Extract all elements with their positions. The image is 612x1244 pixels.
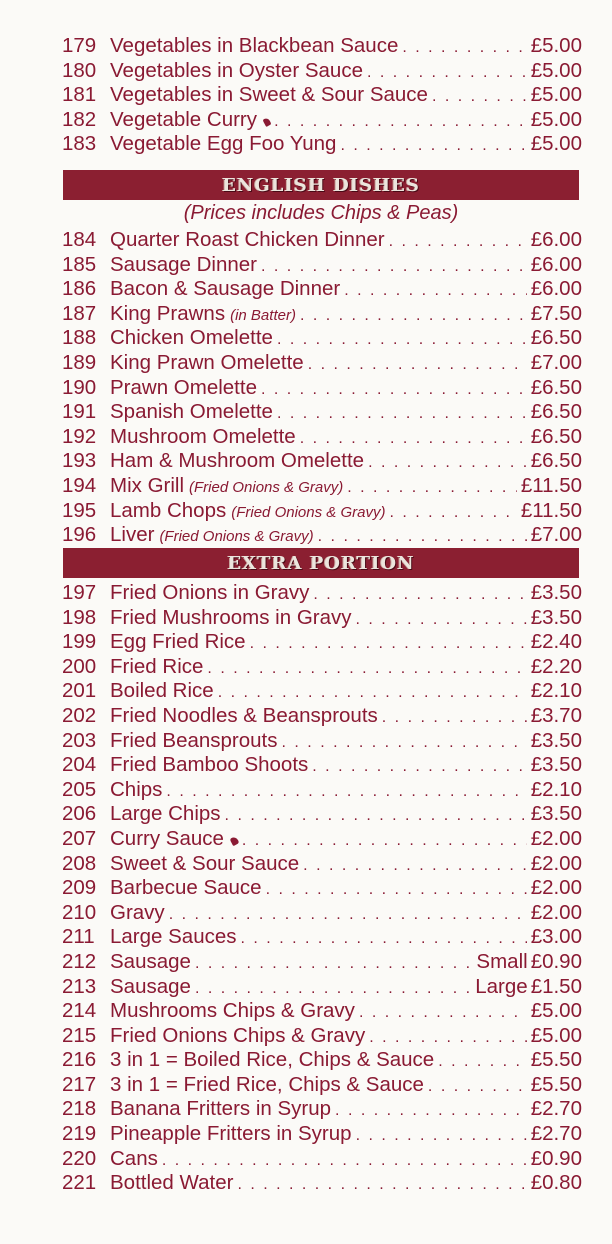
menu-item-number: 215 (62, 1023, 97, 1047)
menu-item (62, 302, 582, 327)
menu-item-name: King Prawn Omelette (110, 350, 304, 374)
extra-portion-heading: EXTRA PORTION (227, 552, 415, 574)
menu-item-price: £5.00 (530, 34, 582, 57)
menu-item-number: 179 (62, 34, 97, 57)
menu-item-name: Cans (110, 1146, 158, 1170)
menu-item-price: £2.10 (530, 777, 582, 801)
menu-item-price: £0.80 (530, 1171, 582, 1195)
menu-item (62, 606, 582, 631)
menu-item-number: 181 (62, 83, 97, 107)
menu-item-price: £6.00 (530, 228, 582, 251)
dot-leader (347, 476, 517, 499)
menu-item-price: £3.50 (530, 728, 582, 752)
dot-leader (335, 1099, 527, 1122)
menu-item-price: £5.50 (530, 1072, 582, 1096)
menu-item-price: £11.50 (520, 498, 582, 522)
dot-leader (261, 378, 527, 401)
menu-item-name: Vegetables in Sweet & Sour Sauce (110, 83, 428, 107)
menu-item-name: Mushroom Omelette (110, 424, 296, 448)
menu-item-name: Liver (110, 523, 155, 547)
dot-leader (389, 230, 527, 253)
menu-item-number: 190 (62, 375, 97, 399)
vegetable-dishes-list (62, 34, 582, 157)
menu-item-price: £2.40 (530, 630, 582, 654)
menu-item (62, 950, 582, 975)
menu-item (62, 1048, 582, 1073)
menu-item (62, 876, 582, 901)
menu-item (62, 326, 582, 351)
dot-leader (356, 1124, 527, 1147)
menu-item-number: 191 (62, 400, 97, 424)
menu-item-price: £2.00 (530, 851, 582, 875)
menu-item-number: 207 (62, 826, 97, 850)
dot-leader (162, 1149, 527, 1172)
menu-item-price: £5.00 (530, 83, 582, 107)
menu-item-number: 209 (62, 876, 97, 900)
menu-item-number: 218 (62, 1097, 97, 1121)
dot-leader (195, 952, 472, 975)
menu-item (62, 376, 582, 401)
english-dishes-list (62, 228, 582, 548)
menu-item (62, 975, 582, 1000)
menu-item (62, 679, 582, 704)
dot-leader (282, 731, 527, 754)
menu-item (62, 1024, 582, 1049)
dot-leader (303, 854, 527, 877)
menu-item-number: 194 (62, 473, 97, 497)
menu-item-name: Spanish Omelette (110, 400, 273, 424)
menu-item (62, 1097, 582, 1122)
menu-item-number: 193 (62, 449, 97, 473)
menu-item (62, 277, 582, 302)
menu-item-name: Bacon & Sausage Dinner (110, 277, 341, 301)
menu-item-name: Mix Grill (110, 473, 185, 497)
menu-item-price: £6.50 (530, 424, 582, 448)
menu-item-number: 196 (62, 523, 97, 547)
menu-item-price: £6.00 (530, 277, 582, 301)
menu-item (62, 253, 582, 278)
menu-item-number: 184 (62, 228, 97, 251)
menu-item-number: 210 (62, 900, 97, 924)
dot-leader (300, 427, 527, 450)
dot-leader (318, 525, 527, 548)
menu-item-name: King Prawns (110, 301, 226, 325)
menu-item-number: 204 (62, 753, 97, 777)
dot-leader (237, 1173, 526, 1196)
dot-leader (207, 657, 526, 680)
menu-item-price: £6.50 (530, 400, 582, 424)
menu-item-number: 211 (62, 925, 95, 949)
english-dishes-heading: ENGLISH DISHES (222, 174, 420, 196)
menu-item (62, 523, 582, 548)
dot-leader (166, 780, 526, 803)
menu-item-number: 214 (62, 999, 97, 1023)
menu-item (62, 1122, 582, 1147)
menu-item-number: 192 (62, 424, 97, 448)
menu-item-number: 206 (62, 802, 97, 826)
menu-item-name: 3 in 1 = Fried Rice, Chips & Sauce (110, 1072, 424, 1096)
menu-item (62, 778, 582, 803)
menu-item-name: Quarter Roast Chicken Dinner (110, 228, 385, 251)
menu-item-price: £6.50 (530, 375, 582, 399)
menu-item-name: Prawn Omelette (110, 375, 257, 399)
dot-leader (300, 304, 527, 327)
menu-item-number: 180 (62, 58, 97, 82)
menu-item-price: £3.00 (530, 925, 582, 949)
menu-item (62, 852, 582, 877)
menu-item-price: £7.00 (530, 523, 582, 547)
menu-item-name: Sausage (110, 974, 191, 998)
menu-item (62, 425, 582, 450)
menu-item-note: (Fried Onions & Gravy) (189, 478, 344, 496)
menu-item-name: 3 in 1 = Boiled Rice, Chips & Sauce (110, 1048, 435, 1072)
menu-item-price: £5.00 (530, 107, 582, 131)
menu-item (62, 400, 582, 425)
dot-leader (261, 255, 527, 278)
dot-leader (169, 903, 527, 926)
menu-item-number: 208 (62, 851, 97, 875)
menu-item-name: Sausage Dinner (110, 252, 258, 276)
menu-item-number: 205 (62, 777, 97, 801)
menu-item-price: £3.70 (530, 703, 582, 727)
menu-item-price: £2.00 (530, 826, 582, 850)
menu-item-name: Fried Onions in Gravy (110, 581, 310, 604)
menu-item (62, 83, 582, 108)
menu-item (62, 499, 582, 524)
menu-item-name: Fried Noodles & Beansprouts (110, 703, 378, 727)
dot-leader (340, 134, 526, 157)
dot-leader (277, 402, 527, 425)
english-dishes-subtitle: (Prices includes Chips & Peas) (183, 202, 459, 224)
menu-item-number: 197 (62, 581, 97, 604)
menu-item-note: (Fried Onions & Gravy) (231, 503, 386, 521)
menu-item-price: £7.00 (530, 350, 582, 374)
dot-leader (382, 706, 527, 729)
menu-item-price: £1.50 (530, 974, 582, 998)
menu-item (62, 729, 582, 754)
menu-item-name: Curry Sauce (110, 826, 224, 850)
menu-item-name: Vegetable Egg Foo Yung (110, 132, 337, 156)
menu-item-name: Vegetables in Blackbean Sauce (110, 34, 399, 57)
menu-item-price: £3.50 (530, 605, 582, 629)
menu-item-number: 201 (62, 679, 97, 703)
menu-item-price: £0.90 (530, 1146, 582, 1170)
menu-item (62, 1147, 582, 1172)
menu-item-name: Fried Beansprouts (110, 728, 278, 752)
dot-leader (368, 451, 527, 474)
dot-leader (432, 85, 527, 108)
menu-item-note: (Fried Onions & Gravy) (159, 528, 314, 546)
menu-item-name: Barbecue Sauce (110, 876, 262, 900)
dot-leader (402, 36, 526, 59)
dot-leader (266, 878, 527, 901)
menu-item (62, 132, 582, 157)
menu-item-name: Gravy (110, 900, 165, 924)
dot-leader (242, 829, 527, 852)
menu-item-number: 213 (62, 974, 97, 998)
menu-item-price: £5.00 (530, 999, 582, 1023)
menu-item (62, 228, 582, 253)
menu-item (62, 581, 582, 606)
extra-portion-list (62, 581, 582, 1196)
menu-item-price: £2.70 (530, 1122, 582, 1146)
english-dishes-banner (63, 170, 579, 200)
menu-item-name: Chips (110, 777, 163, 801)
menu-item-number: 216 (62, 1048, 97, 1072)
menu-item-price: £6.00 (530, 252, 582, 276)
menu-item-price: £5.00 (530, 58, 582, 82)
menu-item-number: 219 (62, 1122, 97, 1146)
menu-item-price: £11.50 (520, 473, 582, 497)
menu-item-name: Bottled Water (110, 1171, 234, 1195)
menu-item-number: 182 (62, 107, 97, 131)
menu-item-number: 187 (62, 301, 97, 325)
menu-item-number: 188 (62, 326, 97, 350)
menu-item-size: Large (475, 974, 528, 998)
menu-item-name: Sausage (110, 949, 191, 973)
menu-item (62, 474, 582, 499)
menu-item (62, 449, 582, 474)
menu-item (62, 802, 582, 827)
menu-item (62, 925, 582, 950)
menu-item-name: Fried Mushrooms in Gravy (110, 605, 352, 629)
menu-item (62, 827, 582, 852)
menu-item-number: 217 (62, 1072, 97, 1096)
menu-item-number: 195 (62, 498, 97, 522)
menu-item-number: 198 (62, 605, 97, 629)
menu-item-name: Fried Rice (110, 654, 204, 678)
menu-item (62, 1073, 582, 1098)
menu-item-number: 212 (62, 949, 97, 973)
dot-leader (438, 1050, 526, 1073)
menu-item-price: £7.50 (530, 301, 582, 325)
dot-leader (312, 755, 526, 778)
menu-item (62, 999, 582, 1024)
menu-item (62, 351, 582, 376)
menu-item-note: (in Batter) (230, 306, 296, 324)
menu-item-number: 189 (62, 350, 97, 374)
menu-item-price: £6.50 (530, 449, 582, 473)
menu-item (62, 630, 582, 655)
menu-item-price: £5.00 (530, 132, 582, 156)
dot-leader (250, 632, 527, 655)
menu-item-price: £2.20 (530, 654, 582, 678)
menu-item-number: 185 (62, 252, 97, 276)
menu-item-name: Chicken Omelette (110, 326, 273, 350)
menu-item-name: Banana Fritters in Syrup (110, 1097, 332, 1121)
dot-leader (389, 501, 516, 524)
menu-item-name: Egg Fried Rice (110, 630, 246, 654)
extra-portion-banner (63, 548, 579, 578)
dot-leader (367, 61, 527, 84)
menu-item-number: 202 (62, 703, 97, 727)
menu-item (62, 753, 582, 778)
menu-item-name: Vegetables in Oyster Sauce (110, 58, 363, 82)
menu-item-price: £3.50 (530, 581, 582, 604)
dot-leader (428, 1075, 527, 1098)
menu-item-price: £0.90 (530, 949, 582, 973)
menu-item (62, 34, 582, 59)
menu-item (62, 1171, 582, 1196)
menu-item (62, 704, 582, 729)
menu-item-name: Boiled Rice (110, 679, 214, 703)
menu-item-size: Small (476, 949, 528, 973)
dot-leader (356, 608, 527, 631)
menu-item-price: £3.50 (530, 753, 582, 777)
dot-leader (274, 110, 527, 133)
menu-item-name: Sweet & Sour Sauce (110, 851, 300, 875)
menu-item-price: £6.50 (530, 326, 582, 350)
menu-item-number: 186 (62, 277, 97, 301)
dot-leader (369, 1026, 526, 1049)
dot-leader (313, 583, 526, 606)
dot-leader (277, 328, 527, 351)
chili-pepper-icon (262, 117, 271, 127)
menu-item-name: Lamb Chops (110, 498, 227, 522)
menu-item-price: £2.00 (530, 900, 582, 924)
dot-leader (195, 977, 471, 1000)
menu-item-name: Mushrooms Chips & Gravy (110, 999, 355, 1023)
menu-item-name: Large Sauces (110, 925, 237, 949)
chili-pepper-icon (229, 836, 239, 846)
menu-item-number: 200 (62, 654, 97, 678)
menu-item-price: £5.00 (530, 1023, 582, 1047)
menu-item-number: 220 (62, 1146, 97, 1170)
dot-leader (241, 927, 527, 950)
menu-item (62, 108, 582, 133)
menu-item-name: Pineapple Fritters in Syrup (110, 1122, 352, 1146)
menu-item-price: £3.50 (530, 802, 582, 826)
menu-item-number: 183 (62, 132, 97, 156)
menu-item-name: Large Chips (110, 802, 221, 826)
menu-item-name: Fried Onions Chips & Gravy (110, 1023, 366, 1047)
menu-item-price: £2.10 (530, 679, 582, 703)
menu-item-number: 221 (62, 1171, 97, 1195)
menu-item-price: £2.00 (530, 876, 582, 900)
menu-item-name: Fried Bamboo Shoots (110, 753, 309, 777)
menu-item-price: £2.70 (530, 1097, 582, 1121)
menu-item-number: 199 (62, 630, 97, 654)
dot-leader (218, 681, 527, 704)
menu-item-number: 203 (62, 728, 97, 752)
menu-item (62, 59, 582, 84)
menu-item (62, 901, 582, 926)
dot-leader (308, 353, 527, 376)
dot-leader (359, 1001, 527, 1024)
menu-item-name: Ham & Mushroom Omelette (110, 449, 365, 473)
dot-leader (225, 804, 527, 827)
dot-leader (344, 279, 526, 302)
menu-item (62, 655, 582, 680)
menu-item-name: Vegetable Curry (110, 107, 258, 131)
menu-item-price: £5.50 (530, 1048, 582, 1072)
